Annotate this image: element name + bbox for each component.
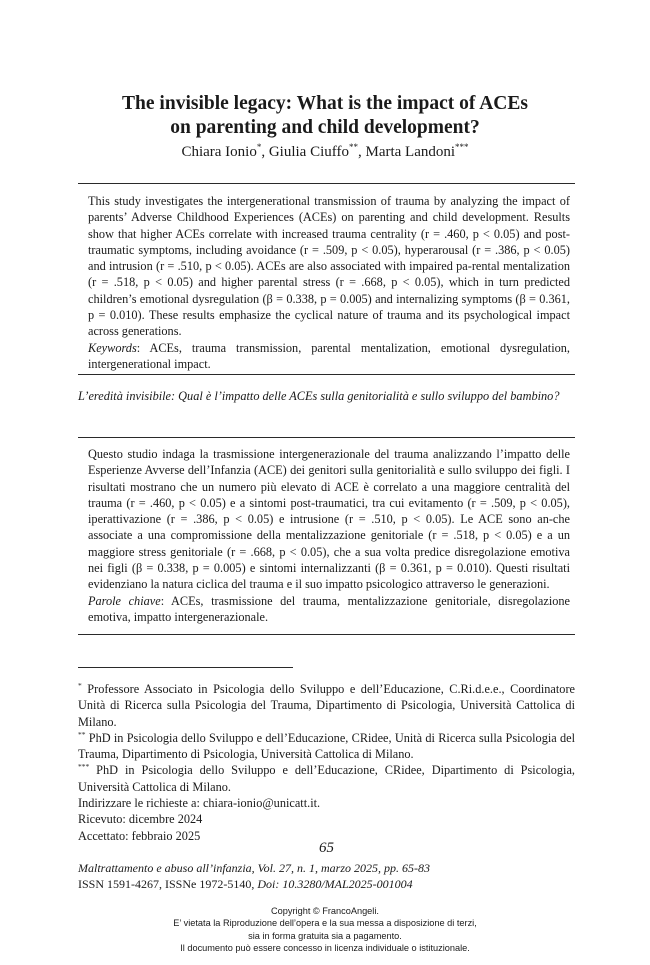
author-name: Giulia Ciuffo [268, 144, 349, 160]
abstract-italian-text: Questo studio indaga la trasmissione intergenerazionale del trauma analizzando l’impatto delle Esperienze Avverse dell’Infanzia (ACE) dei genitori sulla genitorialità e sullo sviluppo dei figli. I risultati mostrano che un numero più elevato di ACE è correlato a una maggiore centralità del trauma (r = .460, p < 0.05) e a sintomi post-traumatici, tra cui evitamento (r = .509, p < 0.05), iperattivazione (r = .386, p < 0.05) e intrusione (r = .510, p < 0.05). Le ACE sono an-che associate a una compromissione della mentalizzazione genitoriale (r = .518, p < 0.05) e a un maggiore stress genitoriale (r = .668, p < 0.05), che a sua volta predice disregolazione emotiva nei figli (β = 0.338, p = 0.005) e sintomi internalizzanti (β = 0.361, p = 0.010). Questi risultati evidenziano la natura ciclica del trauma e il suo impatto psicologico attraverso le generazioni. [88, 447, 570, 592]
contact-line: Indirizzare le richieste a: chiara-ionio@unicatt.it. [78, 796, 321, 811]
title-line-2: on parenting and child development? [170, 117, 480, 138]
author-name: Marta Landoni [365, 144, 456, 160]
keywords-label: Keywords [88, 340, 137, 355]
abstract-bottom-rule [78, 374, 575, 375]
article-title [60, 92, 590, 140]
issn-line [78, 876, 598, 892]
footnote-text: Professore Associato in Psicologia dello Sviluppo e dell’Educazione, C.Ri.d.e.e., Coordinatore Unità di Ricerca sulla Psicologia del Trauma, Dipartimento di Psicologia, Università Cattolica di Milano. [78, 682, 575, 729]
riassunto-bottom-rule [78, 634, 575, 635]
keywords-label: Parole chiave [88, 593, 161, 608]
issn: ISSN 1591-4267, ISSNe 1972-5140, [78, 877, 258, 891]
author-name: Chiara Ionio [181, 144, 257, 160]
author-footnote-mark: *** [455, 142, 469, 152]
keywords-italian [88, 593, 570, 626]
italian-title: L’eredità invisibile: Qual è l’impatto delle ACEs sulla genitorialità e sullo sviluppo del bambino? [78, 389, 560, 403]
abstract-english-text: This study investigates the intergenerational transmission of trauma by analyzing the impact of parents’ Adverse Childhood Experiences (ACEs) on parenting and child development. Results show that higher ACEs correlate with increased trauma centrality (r = .460, p < 0.05) and post-traumatic symptoms, including avoidance (r = .509, p < 0.05), hyperarousal (r = .386, p < 0.05) and intrusion (r = .510, p < 0.05). ACEs are also associated with impaired pa-rental mentalization (r = .518, p < 0.05) and higher parental stress (r = .668, p < 0.05), which in turn predicted children’s emotional dysregulation (β = 0.338, p = 0.005) and internalizing symptoms (β = 0.361, p = 0.010). These results emphasize the cyclical nature of trauma and its psychological impact across generations. [88, 194, 570, 339]
page-number: 65 [319, 840, 334, 856]
copyright-line: E’ vietata la Riproduzione dell’opera e la sua messa a disposizione di terzi, [173, 918, 477, 929]
abstract-english [88, 193, 570, 372]
keywords-list: : ACEs, trasmissione del trauma, mentalizzazione genitoriale, disregolazione emotiva, impatto intergenerazionale. [88, 593, 570, 624]
footnote-mark: * [78, 681, 82, 690]
doi: Doi: 10.3280/MAL2025-001004 [257, 877, 413, 891]
footnote-mark: *** [78, 762, 90, 772]
journal-info [78, 860, 598, 892]
copyright-line: Il documento può essere concesso in licenza individuale o istituzionale. [180, 942, 470, 953]
keywords-list: : ACEs, trauma transmission, parental mentalization, emotional dysregulation, intergenerational impact. [88, 340, 570, 371]
riassunto-top-rule [78, 437, 575, 438]
copyright-line: sia in forma gratuita sia a pagamento. [248, 930, 402, 941]
abstract-top-rule [78, 183, 575, 184]
author-footnote-mark: ** [348, 142, 358, 152]
keywords-english [88, 340, 570, 373]
footnote-text: PhD in Psicologia dello Sviluppo e dell’Educazione, CRidee, Unità di Ricerca sulla Psicologia del Trauma, Dipartimento di Psicologia, Università Cattolica di Milano. [78, 730, 575, 762]
author-footnote-mark: * [256, 142, 262, 152]
footnote-separator [78, 667, 293, 668]
footnote-text: PhD in Psicologia dello Sviluppo e dell’Educazione, CRidee, Dipartimento di Psicologia, Università Cattolica di Milano. [78, 763, 575, 794]
title-line-1: The invisible legacy: What is the impact of ACEs [122, 93, 528, 114]
abstract-italian [88, 446, 570, 625]
journal-citation: Maltrattamento e abuso all’infanzia, Vol. 27, n. 1, marzo 2025, pp. 65-83 [78, 861, 430, 875]
footnote [78, 681, 575, 730]
author-list: Chiara Ionio*, Giulia Ciuffo**, Marta Landoni*** [181, 142, 469, 160]
copyright-line: Copyright © FrancoAngeli. [271, 906, 379, 916]
copyright-notice [100, 905, 550, 954]
footnote [78, 730, 575, 763]
accepted-date: Accettato: febbraio 2025 [78, 828, 201, 843]
received-date: Ricevuto: dicembre 2024 [78, 812, 203, 827]
footnote-mark: ** [78, 729, 86, 739]
footnotes [78, 681, 575, 844]
footnote [78, 762, 575, 795]
